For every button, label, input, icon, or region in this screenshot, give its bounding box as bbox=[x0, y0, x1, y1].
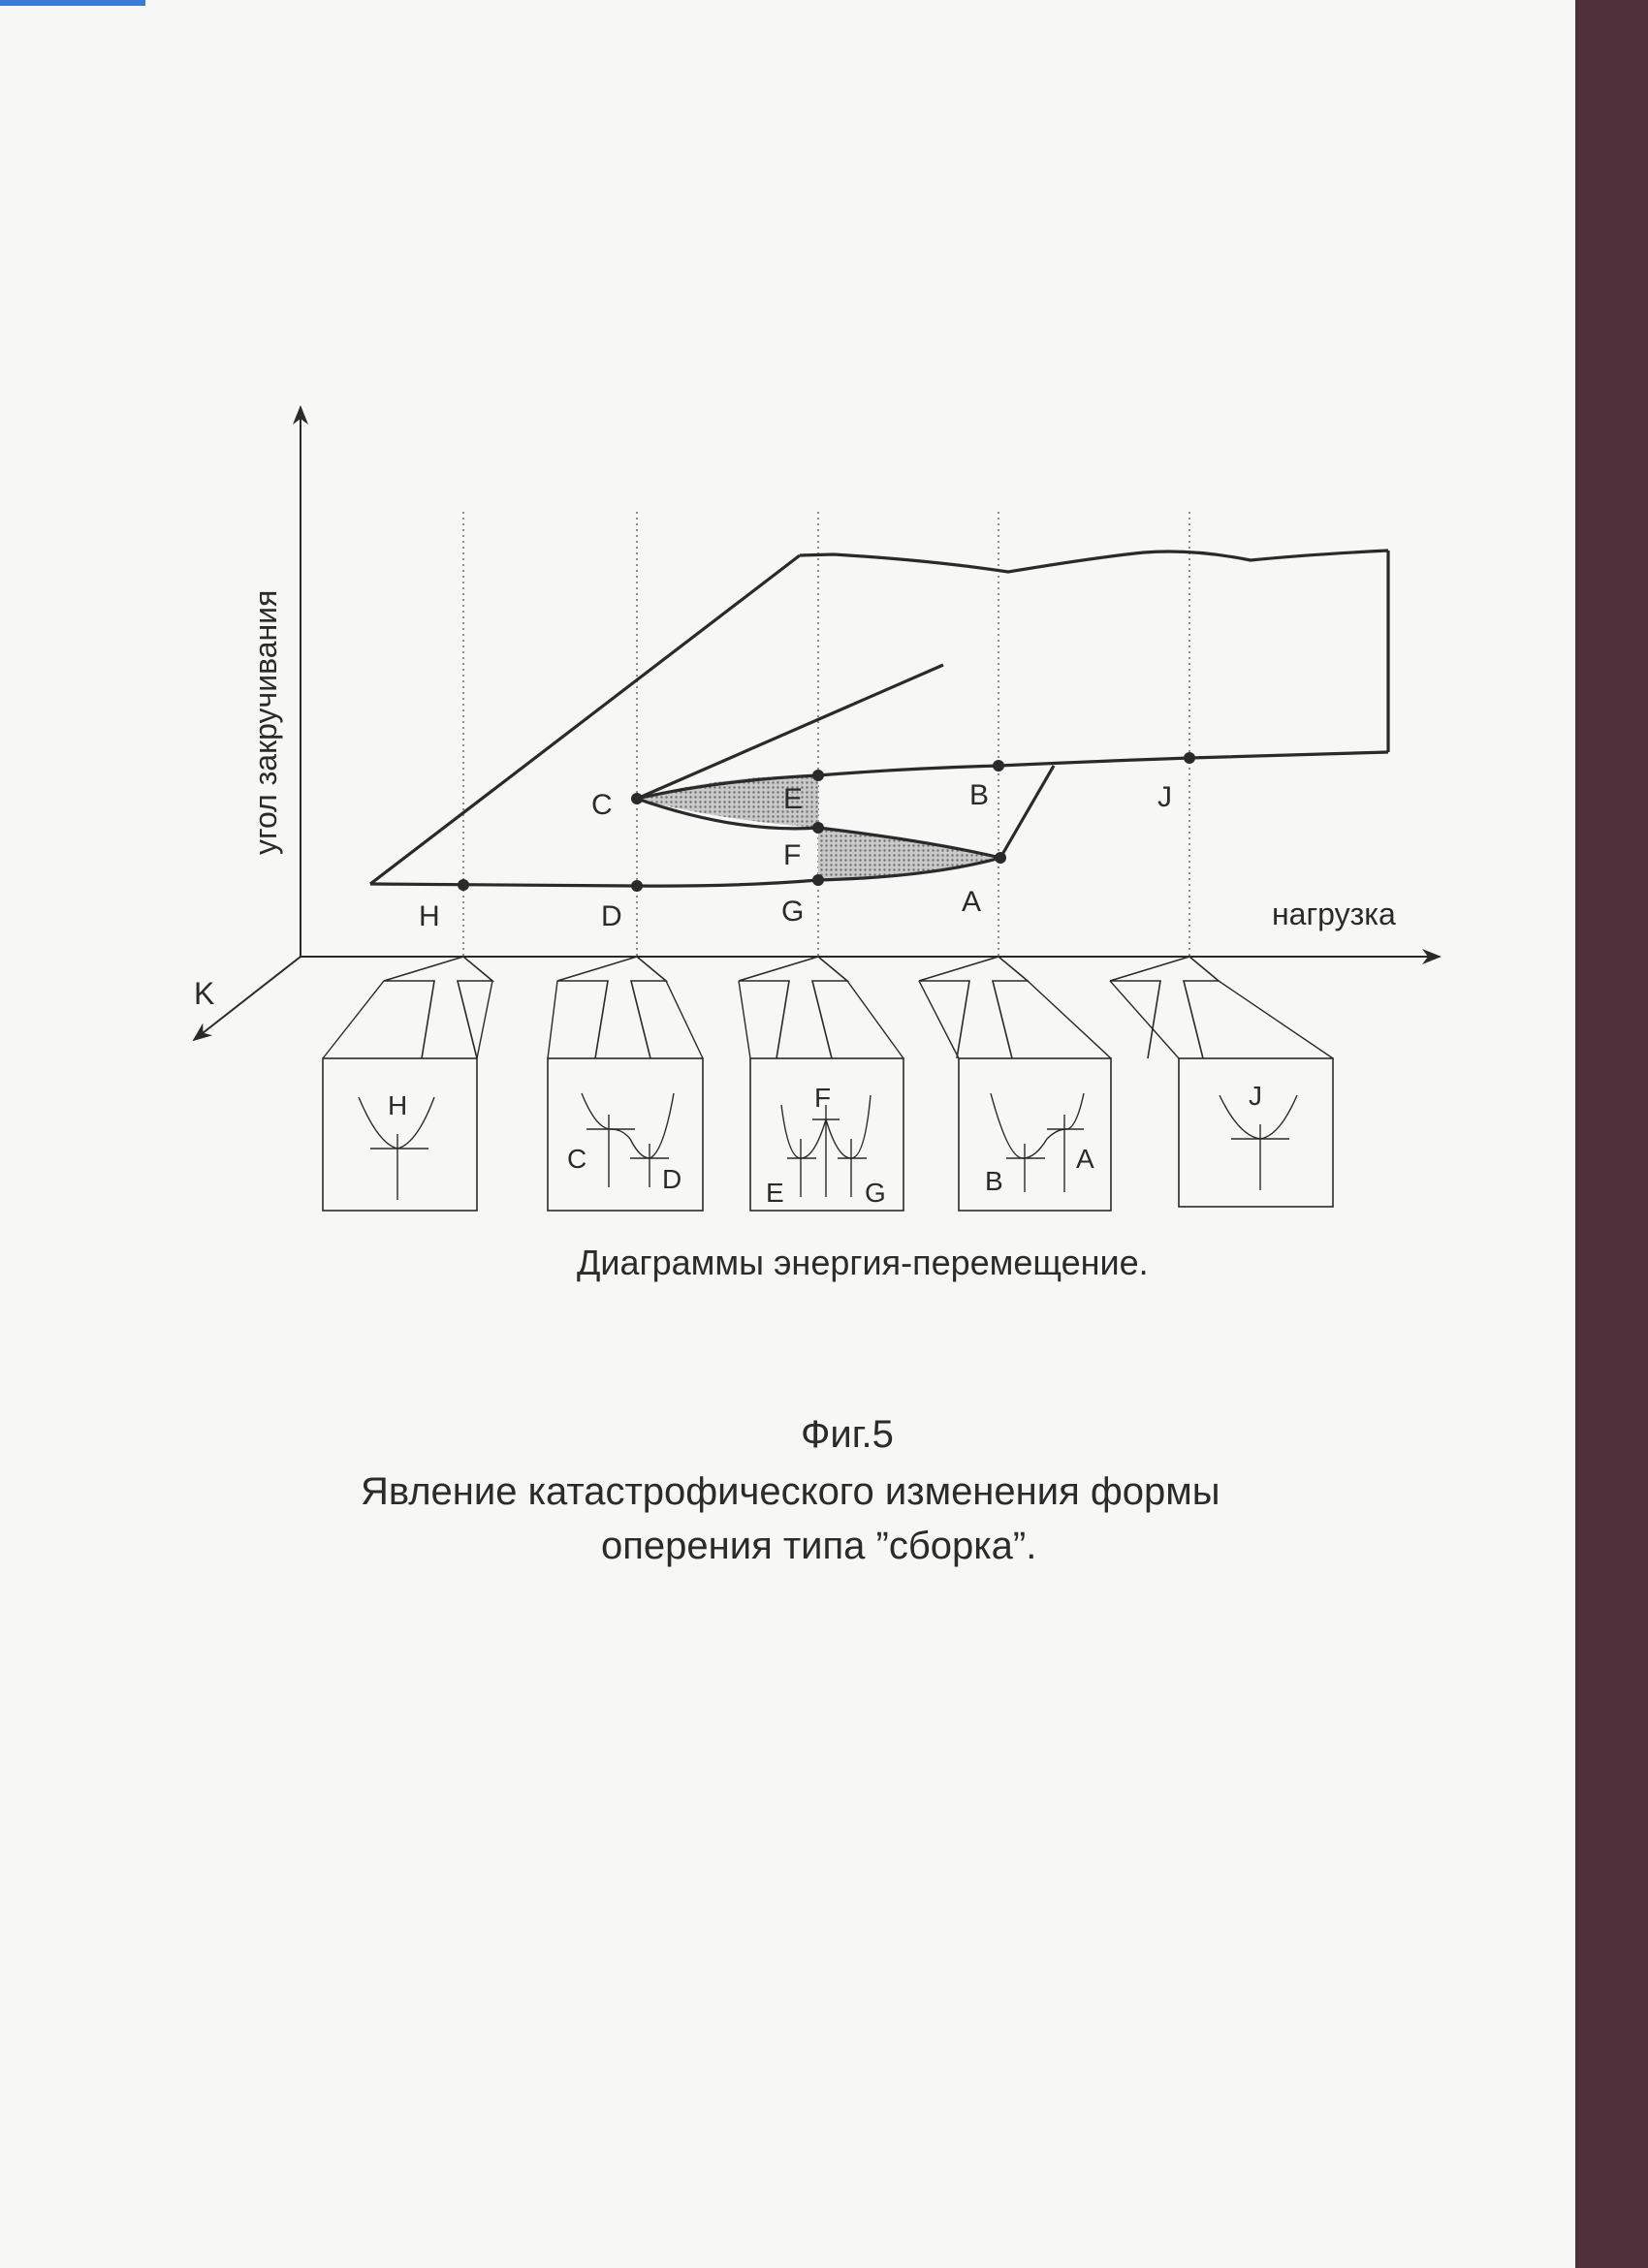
point-e bbox=[812, 770, 824, 781]
point-d bbox=[631, 880, 643, 892]
label-a: A bbox=[962, 886, 982, 918]
figure-title: Фиг.5 bbox=[801, 1413, 894, 1456]
y-axis-label: угол закручивания bbox=[248, 589, 283, 855]
inset-cd-label-d: D bbox=[662, 1164, 682, 1194]
inset-arrow-j bbox=[1110, 957, 1219, 1058]
point-j bbox=[1184, 752, 1195, 764]
inset-ba-label-b: B bbox=[985, 1166, 1003, 1196]
inset-h-label: H bbox=[388, 1090, 408, 1120]
axes bbox=[194, 407, 1440, 1040]
point-c bbox=[631, 793, 643, 804]
point-h bbox=[458, 879, 469, 891]
inset-efg-label-g: G bbox=[865, 1178, 886, 1208]
x-axis-label: нагрузка bbox=[1272, 897, 1396, 931]
inset-arrow-efg bbox=[739, 957, 847, 1058]
label-e: E bbox=[783, 783, 804, 815]
inset-efg bbox=[750, 1058, 903, 1211]
label-j: J bbox=[1157, 781, 1172, 813]
label-h: H bbox=[419, 900, 440, 932]
inset-ba-label-a: A bbox=[1076, 1144, 1094, 1174]
inset-arrow-h bbox=[384, 957, 492, 1058]
label-d: D bbox=[601, 900, 622, 932]
point-a bbox=[995, 852, 1006, 864]
diagram-caption: Диаграммы энергия-перемещение. bbox=[577, 1243, 1149, 1282]
point-g bbox=[812, 874, 824, 886]
catastrophe-surface bbox=[370, 551, 1388, 886]
point-f bbox=[812, 822, 824, 834]
label-g: G bbox=[781, 896, 805, 928]
inset-ba bbox=[959, 1058, 1111, 1211]
vertical-guides bbox=[463, 512, 1189, 957]
inset-cd-label-c: C bbox=[567, 1144, 587, 1174]
inset-h bbox=[323, 1058, 477, 1211]
inset-efg-label-f: F bbox=[814, 1083, 832, 1113]
k-axis-label: K bbox=[194, 976, 215, 1011]
surface-top-edge bbox=[800, 551, 1388, 572]
point-b bbox=[993, 760, 1004, 772]
label-b: B bbox=[969, 779, 990, 811]
inset-j bbox=[1179, 1058, 1333, 1207]
surface-lower-sheet-edge bbox=[1000, 766, 1054, 858]
inset-arrows bbox=[384, 957, 1219, 1058]
label-c: C bbox=[591, 789, 613, 821]
figure-description-line-1: Явление катастрофического изменения формы bbox=[361, 1470, 1220, 1513]
inset-arrow-ba bbox=[919, 957, 1028, 1058]
inset-arrow-cd bbox=[557, 957, 666, 1058]
label-f: F bbox=[783, 839, 802, 871]
inset-efg-label-e: E bbox=[766, 1178, 784, 1208]
point-labels bbox=[419, 779, 1172, 932]
energy-insets bbox=[323, 1058, 1333, 1211]
figure-description-line-2: оперения типа ”сборка”. bbox=[601, 1525, 1037, 1567]
fold-region-lower bbox=[818, 828, 1000, 880]
inset-cd bbox=[548, 1058, 703, 1211]
inset-j-label: J bbox=[1249, 1081, 1262, 1111]
surface-left-edge bbox=[370, 555, 800, 884]
